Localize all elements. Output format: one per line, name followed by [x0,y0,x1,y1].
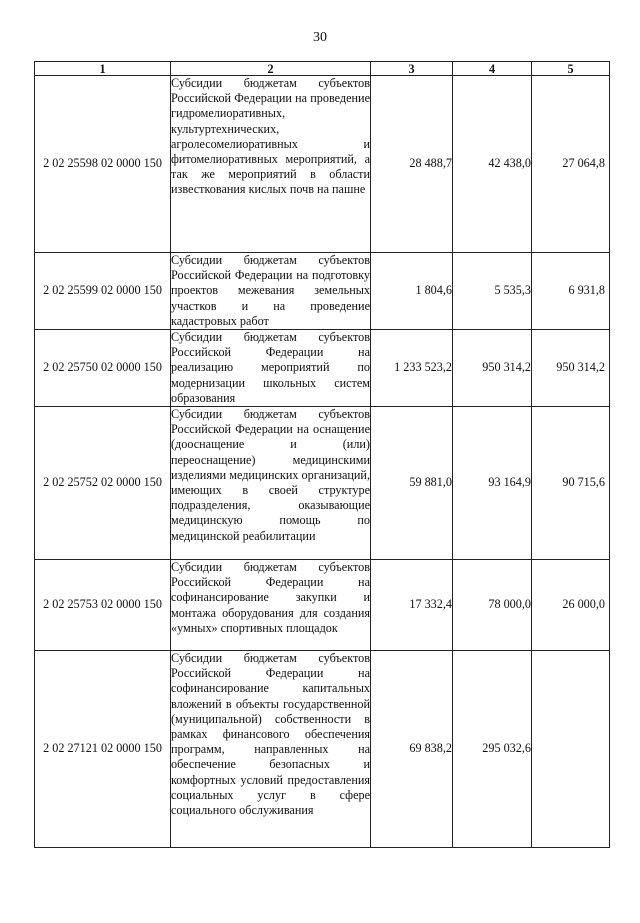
amount-col3: 59 881,0 [371,407,453,560]
row-description: Субсидии бюджетам субъектов Российской Федерации на реализацию мероприятий по модернизации школьных систем образования [171,330,370,405]
table-row [35,407,610,560]
amount-col3: 1 804,6 [371,253,453,330]
amount-col4: 93 164,9 [453,407,532,560]
amount-col4: 950 314,2 [453,330,532,407]
amount-col3: 28 488,7 [371,76,453,253]
table-row [35,253,610,330]
budget-code: 2 02 25599 02 0000 150 [35,253,171,330]
amount-col4: 5 535,3 [453,253,532,330]
amount-col4: 295 032,6 [453,651,532,848]
table-row [35,330,610,407]
amount-col4: 42 438,0 [453,76,532,253]
row-description: Субсидии бюджетам субъектов Российской Федерации на софинансирование капитальных вложений в объекты государственной (муниципальной) собственности в рамках финансового обеспечения программ, направленных на обеспечение безопасных и комфортных условий предоставления социальных услуг в сфере социального обслуживания [171,651,371,848]
budget-code: 2 02 25598 02 0000 150 [35,76,171,253]
row-description: Субсидии бюджетам субъектов Российской Федерации на софинансирование закупки и монтажа оборудования для создания «умных» спортивных площадок [171,560,371,651]
page-number: 30 [313,30,327,45]
amount-col3: 17 332,4 [371,560,453,651]
amount-col4: 78 000,0 [453,560,532,651]
column-header: 5 [532,62,610,76]
column-header: 4 [453,62,532,76]
budget-code: 2 02 25750 02 0000 150 [35,330,171,407]
column-header: 3 [371,62,453,76]
budget-table [34,61,610,848]
budget-code: 2 02 25753 02 0000 150 [35,560,171,651]
column-header: 2 [171,62,371,76]
table-header-row [35,62,610,76]
amount-col5: 26 000,0 [532,560,610,651]
amount-col5: 90 715,6 [532,407,610,560]
budget-code: 2 02 27121 02 0000 150 [35,651,171,848]
table-row [35,651,610,848]
table-row [35,560,610,651]
table-row [35,76,610,253]
row-description: Субсидии бюджетам субъектов Российской Федерации на оснащение (дооснащение и (или) переоснащение) медицинскими изделиями медицинских организаций, имеющих в своей структуре подразделения, оказывающие медицинскую помощь по медицинской реабилитации [171,407,371,560]
amount-col5: 27 064,8 [532,76,610,253]
amount-col5 [532,651,610,848]
amount-col5: 6 931,8 [532,253,610,330]
column-header: 1 [35,62,171,76]
amount-col3: 1 233 523,2 [371,330,453,407]
row-description: Субсидии бюджетам субъектов Российской Федерации на подготовку проектов межевания земельных участков и на проведение кадастровых работ [171,253,370,328]
amount-col3: 69 838,2 [371,651,453,848]
amount-col5: 950 314,2 [532,330,610,407]
budget-code: 2 02 25752 02 0000 150 [35,407,171,560]
row-description: Субсидии бюджетам субъектов Российской Федерации на проведение гидромелиоративных, культуртехнических, агролесомелиоративных и фитомелиоративных мероприятий, а так же мероприятий в области известкования кислых почв на пашне [171,76,371,253]
